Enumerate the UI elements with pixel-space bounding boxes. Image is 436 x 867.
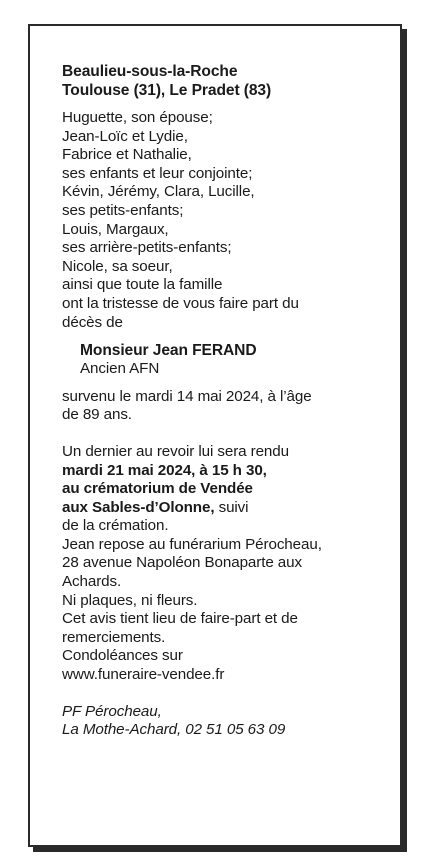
death-line: de 89 ans.	[62, 406, 132, 424]
funeral-place: au crématorium de Vendée	[62, 480, 253, 498]
heading-cities: Toulouse (31), Le Pradet (83)	[62, 82, 272, 99]
family-line: ses enfants et leur conjointe;	[62, 164, 253, 182]
family-line: ses arrière-petits-enfants;	[62, 239, 232, 257]
death-details	[62, 388, 392, 425]
obituary-notice	[28, 24, 402, 847]
signature-name: PF Pérocheau,	[62, 702, 162, 720]
deceased-block	[62, 341, 392, 379]
family-line: Fabrice et Nathalie,	[62, 146, 192, 164]
death-line: survenu le mardi 14 mai 2024, à l’âge	[62, 387, 312, 405]
notice-line: Cet avis tient lieu de faire-part et de	[62, 610, 298, 628]
family-line: Kévin, Jérémy, Clara, Lucille,	[62, 183, 255, 201]
notice-content	[62, 62, 392, 740]
repose-line: 28 avenue Napoléon Bonaparte aux	[62, 554, 302, 572]
funeral-place-line	[62, 499, 392, 518]
condolences-line: Condoléances sur	[62, 647, 183, 665]
family-list	[62, 109, 392, 332]
signature-contact: La Mothe-Achard, 02 51 05 63 09	[62, 721, 286, 739]
repose-line: Achards.	[62, 573, 122, 591]
family-line: Louis, Margaux,	[62, 220, 169, 238]
funeral-suivi: suivi	[214, 498, 249, 516]
notice-line: remerciements.	[62, 628, 166, 646]
funeral-date: mardi 21 mai 2024, à 15 h 30,	[62, 461, 267, 479]
family-line: Nicole, sa soeur,	[62, 257, 173, 275]
funeral-details	[62, 443, 392, 685]
deceased-title: Ancien AFN	[80, 360, 160, 378]
family-line: Huguette, son épouse;	[62, 109, 213, 126]
funeral-home-signature	[62, 703, 392, 740]
family-line: décès de	[62, 313, 123, 331]
deceased-name: Monsieur Jean FERAND	[80, 342, 257, 360]
family-line: Jean-Loïc et Lydie,	[62, 127, 188, 145]
funeral-intro: Un dernier au revoir lui sera rendu	[62, 442, 289, 460]
repose-line: Jean repose au funérarium Pérocheau,	[62, 535, 322, 553]
family-line: ainsi que toute la famille	[62, 276, 223, 294]
notice-heading	[62, 62, 392, 100]
family-line: ses petits-enfants;	[62, 201, 184, 219]
family-line: ont la tristesse de vous faire part du	[62, 294, 299, 312]
cremation-line: de la crémation.	[62, 517, 169, 535]
funeral-town: aux Sables-d’Olonne,	[62, 498, 215, 516]
website-link: www.funeraire-vendee.fr	[62, 666, 225, 684]
flowers-line: Ni plaques, ni fleurs.	[62, 591, 198, 609]
heading-location: Beaulieu-sous-la-Roche	[62, 63, 238, 80]
